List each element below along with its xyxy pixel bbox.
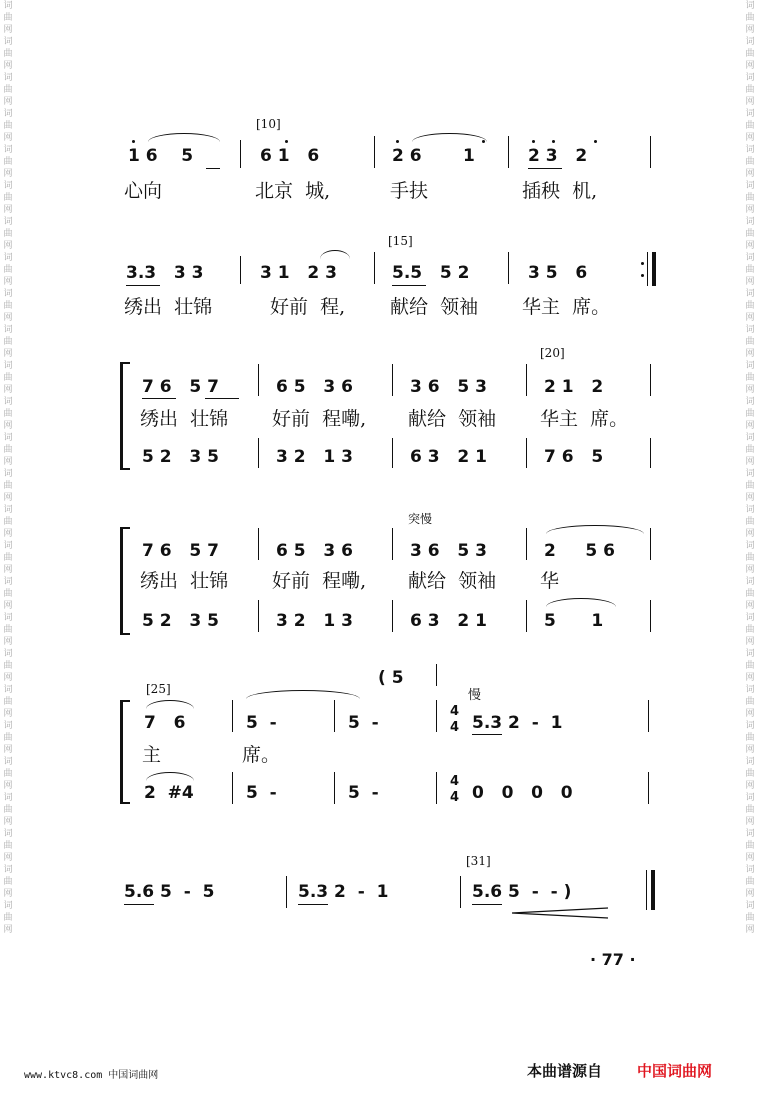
barline xyxy=(334,772,335,804)
barline xyxy=(258,364,259,396)
notes-r3-m3: 3 6 5 3 xyxy=(410,377,487,397)
notes-r3-m4: 2 1 2 xyxy=(544,377,604,397)
barline xyxy=(392,528,393,560)
slur xyxy=(546,598,616,607)
lyrics-r1-m1: 心向 xyxy=(124,180,163,202)
notes-r1-m4: 2 3 2 xyxy=(528,146,588,166)
rehearsal-mark-15: [15] xyxy=(388,234,413,248)
time-sig-top: 4 xyxy=(450,774,460,789)
barline xyxy=(650,438,651,468)
barline xyxy=(648,772,649,804)
octave-dot xyxy=(396,140,399,143)
barline xyxy=(258,600,259,632)
notes-r5-m3: 5 - xyxy=(348,713,379,733)
accomp-r4-m3: 6 3 2 1 xyxy=(410,611,487,631)
barline xyxy=(460,876,461,908)
accomp-r5-m1: 2 #4 xyxy=(144,783,194,803)
accomp-r5-m3: 5 - xyxy=(348,783,379,803)
decrescendo-hairpin xyxy=(510,906,610,920)
barline xyxy=(526,600,527,632)
rehearsal-mark-10: [10] xyxy=(256,117,281,131)
notes-r2-m3: 5.5 5 2 xyxy=(392,263,470,283)
time-sig-top: 4 xyxy=(450,704,460,719)
lyrics-r2-m4: 华主 席。 xyxy=(522,296,611,318)
lyrics-r1-m4: 插秧 机, xyxy=(522,180,598,202)
barline xyxy=(436,772,437,804)
octave-dot xyxy=(552,140,555,143)
system-bracket xyxy=(120,527,123,635)
slur xyxy=(148,133,220,142)
barline xyxy=(650,528,651,560)
lyrics-r3-m2: 好前 程嘞, xyxy=(272,408,367,430)
lyrics-r3-m1: 绣出 壮锦 xyxy=(140,408,229,430)
barline xyxy=(286,876,287,908)
repeat-dot xyxy=(641,274,644,277)
accomp-r3-m3: 6 3 2 1 xyxy=(410,447,487,467)
barline xyxy=(526,528,527,560)
notes-r1-m2: 6 1 6 xyxy=(260,146,320,166)
accomp-r3-m1: 5 2 3 5 xyxy=(142,447,219,467)
underline xyxy=(126,285,160,286)
left-watermark: 词曲网词曲网词曲网词曲网词曲网词曲网词曲网词曲网词曲网词曲网词曲网词曲网词曲网词曲网词曲网词曲网词曲网词曲网词曲网词曲网词曲网词曲网词曲网词曲网词曲网词曲网 xyxy=(3,1,13,935)
slur xyxy=(412,133,487,142)
lyrics-r2-m2: 好前 程, xyxy=(270,296,346,318)
barline xyxy=(526,364,527,396)
accomp-r5-m2: 5 - xyxy=(246,783,277,803)
barline xyxy=(240,256,241,284)
source-label: 本曲谱源自 xyxy=(527,1062,603,1080)
rehearsal-mark-20: [20] xyxy=(540,346,565,360)
barline xyxy=(436,664,437,686)
barline xyxy=(258,438,259,468)
barline xyxy=(334,700,335,732)
lyrics-r2-m1: 绣出 壮锦 xyxy=(124,296,213,318)
barline xyxy=(374,252,375,284)
lyrics-r4-m4: 华 xyxy=(540,570,560,592)
repeat-dot xyxy=(641,262,644,265)
right-watermark: 词曲网词曲网词曲网词曲网词曲网词曲网词曲网词曲网词曲网词曲网词曲网词曲网词曲网词曲网词曲网词曲网词曲网词曲网词曲网词曲网词曲网词曲网词曲网词曲网词曲网词曲网 xyxy=(745,1,755,935)
rehearsal-mark-31: [31] xyxy=(466,854,491,868)
notes-r2-m1: 3.3 3 3 xyxy=(126,263,204,283)
lyrics-r1-m2: 北京 城, xyxy=(255,180,331,202)
lyrics-r4-m2: 好前 程嘞, xyxy=(272,570,367,592)
barline xyxy=(650,600,651,632)
barline xyxy=(232,772,233,804)
underline xyxy=(206,168,220,169)
barline xyxy=(508,136,509,168)
source-name: 中国词曲网 xyxy=(637,1062,713,1080)
barline xyxy=(240,140,241,168)
underline xyxy=(472,904,502,905)
notes-r6-m2: 5.3 2 - 1 xyxy=(298,882,389,902)
underline xyxy=(124,904,154,905)
octave-dot xyxy=(532,140,535,143)
slur xyxy=(146,772,194,781)
notes-r3-m1: 7 6 5 7 xyxy=(142,377,219,397)
notes-r5-m1: 7 6 xyxy=(144,713,186,733)
slur xyxy=(246,690,360,699)
notes-r1-m1: 1 6 5 xyxy=(128,146,194,166)
underline xyxy=(205,398,239,399)
underline xyxy=(528,168,562,169)
octave-dot xyxy=(482,140,485,143)
accomp-r5-m4: 0 0 0 0 xyxy=(472,783,573,803)
underline xyxy=(142,398,176,399)
barline xyxy=(648,700,649,732)
notes-r4-m2: 6 5 3 6 xyxy=(276,541,353,561)
lyrics-r5-m2: 席。 xyxy=(242,744,281,766)
notes-r5-m4: 5.3 2 - 1 xyxy=(472,713,563,733)
barline xyxy=(650,136,651,168)
barline xyxy=(392,364,393,396)
notes-r3-m2: 6 5 3 6 xyxy=(276,377,353,397)
notes-r2-m2: 3 1 2 3 xyxy=(260,263,337,283)
accomp-r4-m2: 3 2 1 3 xyxy=(276,611,353,631)
underline xyxy=(472,734,502,735)
lyrics-r4-m3: 献给 领袖 xyxy=(408,570,497,592)
repeat-barline-thin xyxy=(647,252,648,286)
barline xyxy=(232,700,233,732)
rehearsal-mark-25: [25] xyxy=(146,682,171,696)
time-sig-bottom: 4 xyxy=(450,720,460,735)
barline xyxy=(392,600,393,632)
repeat-barline-thick xyxy=(652,252,656,286)
barline xyxy=(258,528,259,560)
slur xyxy=(546,525,644,534)
notes-r6-m1: 5.6 5 - 5 xyxy=(124,882,215,902)
system-bracket xyxy=(120,362,123,470)
notes-r4-m3: 3 6 5 3 xyxy=(410,541,487,561)
lyrics-r3-m3: 献给 领袖 xyxy=(408,408,497,430)
barline xyxy=(526,438,527,468)
barline xyxy=(374,136,375,168)
barline xyxy=(650,364,651,396)
final-barline-thin xyxy=(646,870,647,910)
lyrics-r1-m3: 手扶 xyxy=(390,180,429,202)
intro-paren: ( 5 xyxy=(378,668,404,688)
lyrics-r3-m4: 华主 席。 xyxy=(540,408,629,430)
notes-r2-m4: 3 5 6 xyxy=(528,263,588,283)
slur xyxy=(320,250,350,259)
lyrics-r4-m1: 绣出 壮锦 xyxy=(140,570,229,592)
system-bracket xyxy=(120,700,123,804)
tempo-slow: 慢 xyxy=(468,688,482,703)
notes-r5-m2: 5 - xyxy=(246,713,277,733)
notes-r1-m3: 2 6 1 xyxy=(392,146,475,166)
lyrics-r5-m1: 主 xyxy=(142,744,162,766)
lyrics-r2-m3: 献给 领袖 xyxy=(390,296,479,318)
tempo-sudden-slow: 突慢 xyxy=(408,512,433,526)
slur xyxy=(146,700,194,709)
barline xyxy=(436,700,437,732)
site-url: www.ktvc8.com 中国词曲网 xyxy=(24,1070,159,1081)
underline xyxy=(298,904,328,905)
underline xyxy=(392,285,426,286)
notes-r6-m3: 5.6 5 - - ) xyxy=(472,882,572,902)
accomp-r3-m2: 3 2 1 3 xyxy=(276,447,353,467)
time-sig-bottom: 4 xyxy=(450,790,460,805)
page-number: · 77 · xyxy=(590,950,636,969)
octave-dot xyxy=(285,140,288,143)
accomp-r3-m4: 7 6 5 xyxy=(544,447,604,467)
octave-dot xyxy=(132,140,135,143)
barline xyxy=(508,252,509,284)
final-barline-thick xyxy=(651,870,655,910)
accomp-r4-m1: 5 2 3 5 xyxy=(142,611,219,631)
octave-dot xyxy=(594,140,597,143)
notes-r4-m1: 7 6 5 7 xyxy=(142,541,219,561)
barline xyxy=(392,438,393,468)
accomp-r4-m4: 5 1 xyxy=(544,611,604,631)
notes-r4-m4: 2 5 6 xyxy=(544,541,615,561)
